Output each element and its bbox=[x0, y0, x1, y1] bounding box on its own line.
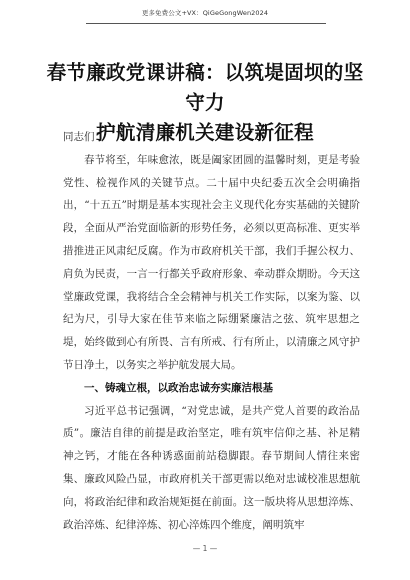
document-body bbox=[63, 126, 360, 536]
salutation: 同志们： bbox=[63, 131, 105, 143]
page-number: — 1 — bbox=[192, 544, 218, 553]
title-line-2: 护航清廉机关建设新征程 bbox=[96, 121, 314, 144]
section-heading-1: 一、铸魂立根，以政治忠诚夯实廉洁根基 bbox=[84, 381, 273, 394]
header-divider bbox=[86, 23, 326, 24]
section-1-paragraph: 习近平总书记强调，“对党忠诚，是共产党人首要的政治品质”。廉洁自律的前提是政治坚定，唯有筑牢信仰之基、补足精神之钙，才能在各种诱惑面前站稳脚跟。春节期间人情往来密集、廉政风险凸显，市政府机关干部更需以绝对忠诚校准思想航向，将政治纪律和政治规矩挺在前面。这一版块将从思想淬炼、政治淬炼、纪律淬炼、初心淬炼四个维度，阐明筑牢 bbox=[63, 404, 360, 531]
intro-paragraph: 春节将至，年味愈浓，既是阖家团圆的温馨时刻，更是考验党性、检视作风的关键节点。二十届中央纪委五次全会明确指出，“十五五”时期是基本实现社会主义现代化夯实基础的关键阶段，全面从严治党面临新的形势任务，必须以更高标准、更实举措推进正风肃纪反腐。作为市政府机关干部，我们手握公权力、肩负为民责，一言一行都关乎政府形象、牵动群众期盼。今天这堂廉政党课，我将结合全会精神与机关工作实际，以案为鉴、以纪为尺，引导大家在佳节来临之际绷紧廉洁之弦、筑牢思想之堤，始终做到心有所畏、言有所戒、行有所止，以清廉之风守护节日净土，以务实之举护航发展大局。 bbox=[63, 153, 360, 371]
header-note: 更多免费公文+VX：QiGeGongWen2024 bbox=[141, 9, 269, 17]
title-line-1: 春节廉政党课讲稿：以筑堤固坝的坚守力 bbox=[46, 61, 364, 114]
